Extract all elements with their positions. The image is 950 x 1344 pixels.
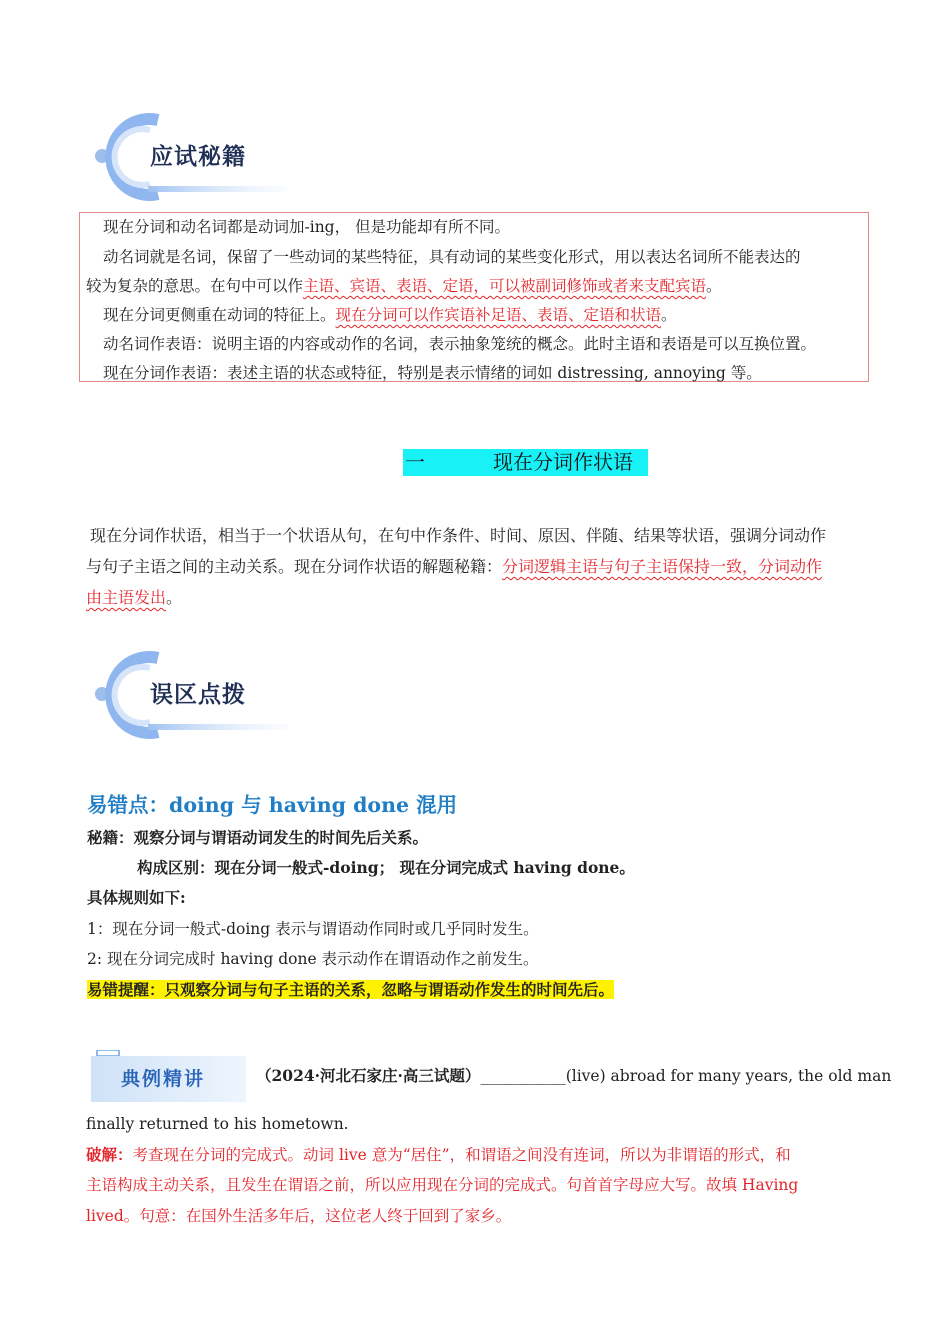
tips-line-6: 现在分词作表语：表述主语的状态或特征，特别是表示情绪的词如 distressing, annoying 等。: [103, 364, 762, 382]
tips-line-3: [86, 275, 722, 297]
tips-line-2: 动名词就是名词，保留了一些动词的某些特征，具有动词的某些变化形式，用以表达名词所不能表达的: [103, 248, 801, 266]
answer-text-1: 考查现在分词的完成式。动词 live 意为“居住”，和谓语之间没有连词，所以为非谓语的形式，和: [132, 1146, 791, 1164]
intro-line-3-end: 。: [166, 588, 183, 607]
pitfall-forms: 构成区别：现在分词一般式-doing； 现在分词完成式 having done。: [137, 858, 635, 877]
pitfall-rule-1: 1：现在分词一般式-doing 表示与谓语动作同时或几乎同时发生。: [87, 920, 539, 938]
pitfall-rule-2: 2: 现在分词完成时 having done 表示动作在谓语动作之前发生。: [87, 950, 539, 968]
tips-line-3-text: 较为复杂的意思。在句中可以作: [86, 277, 304, 295]
example-question-text: (live) abroad for many years, the old man: [565, 1067, 892, 1085]
section-number: 一: [405, 450, 425, 474]
answer-line-1: [86, 1141, 791, 1169]
tips-line-4-text: 现在分词更侧重在动词的特征上。: [103, 306, 336, 324]
example-source: （2024·河北石家庄·高三试题）: [256, 1066, 481, 1085]
badge-label: 应试秘籍: [150, 144, 246, 170]
tips-line-4: [103, 304, 677, 326]
pitfall-rules-head: 具体规则如下:: [87, 888, 186, 907]
badge-label: 误区点拨: [150, 682, 246, 708]
intro-line-2-highlight: 分词逻辑主语与句子主语保持一致，分词动作: [502, 557, 823, 576]
tips-line-5: 动名词作表语：说明主语的内容或动作的名词，表示抽象笼统的概念。此时主语和表语是可以互换位置。: [103, 335, 817, 353]
example-question-line-1: [256, 1062, 891, 1090]
intro-line-1: 现在分词作状语，相当于一个状语从句，在句中作条件、时间、原因、伴随、结果等状语，强调分词动作: [90, 526, 827, 545]
answer-line-2: 主语构成主动关系，且发生在谓语之前，所以应用现在分词的完成式。句首首字母应大写。故填 Having: [86, 1176, 799, 1194]
tips-line-4-highlight: 现在分词可以作宾语补足语、表语、定语和状语: [335, 306, 662, 324]
tips-line-4-end: 。: [661, 306, 677, 324]
tips-line-3-end: 。: [706, 277, 722, 295]
intro-line-3: [86, 582, 182, 613]
example-badge-label: 典例精讲: [121, 1068, 206, 1090]
section-badge-exam-tips: [88, 112, 303, 202]
pitfall-reminder-text: 易错提醒：只观察分词与句子主语的关系，忽略与谓语动作发生的时间先后。: [87, 980, 615, 999]
tips-line-3-highlight: 主语、宾语、表语、定语，可以被副词修饰或者来支配宾语: [303, 277, 707, 295]
tips-line-1: 现在分词和动名词都是动词加-ing， 但是功能却有所不同。: [103, 218, 511, 236]
answer-label: 破解：: [86, 1145, 133, 1164]
example-badge: [91, 1050, 246, 1102]
intro-line-2-text: 与句子主语之间的主动关系。现在分词作状语的解题秘籍：: [86, 557, 503, 576]
intro-line-3-highlight: 由主语发出: [86, 588, 167, 607]
pitfall-title: 易错点：doing 与 having done 混用: [87, 793, 458, 817]
section-heading: 现在分词作状语: [493, 450, 633, 474]
section-badge-pitfalls: [88, 650, 303, 740]
intro-line-2: [86, 551, 822, 582]
answer-line-3: lived。句意：在国外生活多年后，这位老人终于回到了家乡。: [86, 1207, 512, 1225]
section-title: [403, 449, 648, 476]
pitfall-secret: 秘籍：观察分词与谓语动词发生的时间先后关系。: [87, 828, 429, 847]
example-question-line-2: finally returned to his hometown.: [86, 1115, 349, 1133]
pitfall-reminder: [87, 977, 614, 1003]
example-blank: ___________: [480, 1067, 566, 1085]
